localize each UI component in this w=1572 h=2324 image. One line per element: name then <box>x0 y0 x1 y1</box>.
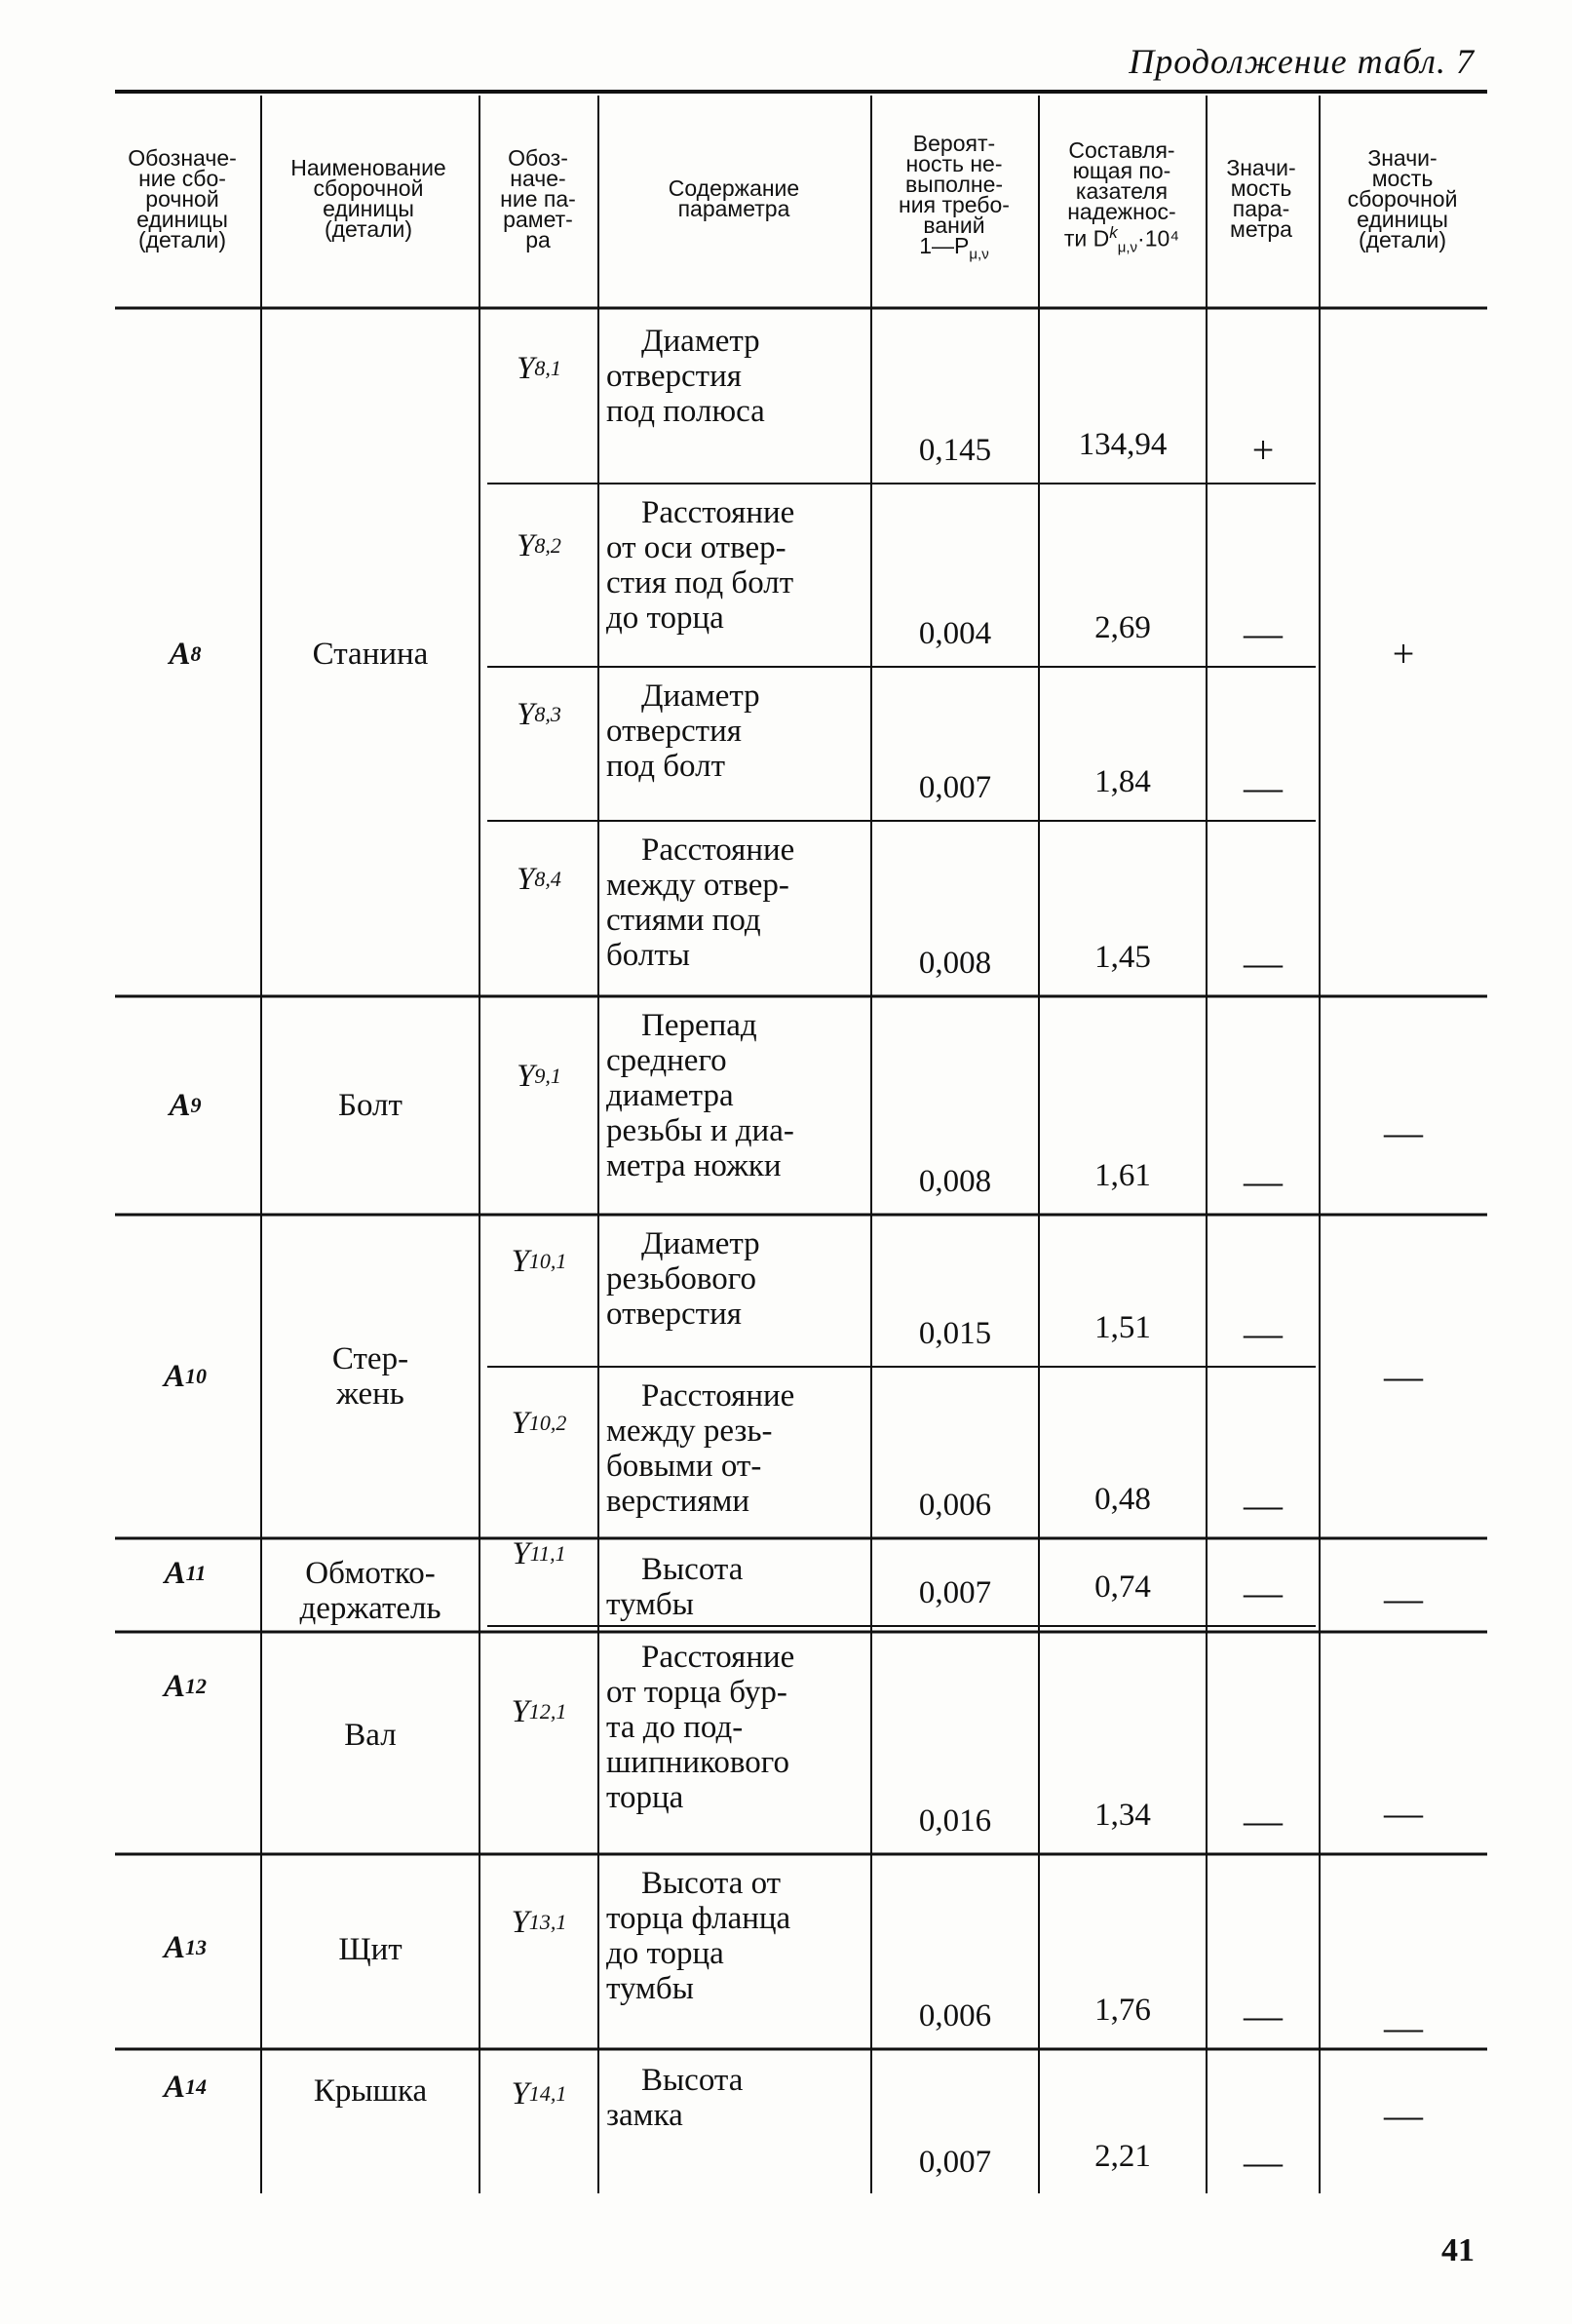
probability-value: 0,145 <box>918 433 992 468</box>
param-symbol: Y <box>517 1059 535 1094</box>
param-significance: — <box>1244 1483 1283 1527</box>
header-component-tail: ·10⁴ <box>1137 225 1180 252</box>
unit-name: Обмотко- держатель <box>299 1556 441 1626</box>
param-subscript: 8,1 <box>534 356 561 380</box>
param-significance: — <box>1244 765 1283 809</box>
unit-significance: + <box>1392 632 1415 676</box>
header-param-significance: Значи- мость пара- метра <box>1226 155 1296 242</box>
header-component: Составля- ющая по- казателя надежнос- ти $D^k_{\mu,\nu}\cdot 10^4$ <box>1063 136 1180 256</box>
unit-designation: A 14 <box>163 2070 207 2105</box>
unit-significance: — <box>1384 1791 1423 1835</box>
param-significance: + <box>1251 428 1275 472</box>
param-content-rest: отверстия под полюса <box>606 359 765 429</box>
component-value: 2,21 <box>1094 2139 1151 2174</box>
param-symbol: Y <box>511 2076 529 2111</box>
param-designation <box>483 1601 594 1823</box>
param-designation <box>483 2024 594 2164</box>
component-value: 1,61 <box>1094 1158 1151 1193</box>
param-symbol: Y <box>517 697 535 732</box>
unit-designation-sub: 13 <box>185 1935 207 1959</box>
param-symbol: Y <box>511 1905 529 1940</box>
param-symbol: Y <box>511 1694 529 1729</box>
param-significance: — <box>1244 2140 1283 2184</box>
unit-name: Щит <box>338 1932 403 1967</box>
unit-designation: A 13 <box>163 1930 207 1965</box>
param-designation <box>483 639 594 790</box>
unit-name: Стер- жень <box>331 1341 409 1412</box>
unit-name: Вал <box>344 1718 397 1753</box>
probability-value: 0,007 <box>918 1575 992 1610</box>
param-content <box>600 1640 867 1850</box>
param-content <box>600 1008 867 1211</box>
header-param-designation: Обоз- наче- ние па- рамет- ра <box>500 144 576 252</box>
header-param-content: Содержание параметра <box>668 175 800 221</box>
page-number: 41 <box>1441 2232 1475 2268</box>
component-value: 2,69 <box>1094 610 1151 645</box>
param-significance: — <box>1244 1799 1283 1842</box>
header-unit-significance: Значи- мость сборочной единицы (детали) <box>1347 144 1458 252</box>
param-designation <box>483 1827 594 2018</box>
param-significance: — <box>1244 1311 1283 1355</box>
unit-designation-sub: 14 <box>185 2074 207 2099</box>
param-designation <box>483 1513 594 1595</box>
param-content-rest: торца фланца до торца тумбы <box>606 1901 791 2006</box>
param-content <box>600 1378 867 1534</box>
unit-designation-sub: 9 <box>190 1093 202 1117</box>
component-value: 1,45 <box>1094 940 1151 975</box>
param-symbol: Y <box>512 1536 530 1571</box>
header-component-sub: μ,ν <box>1117 239 1138 256</box>
component-value: 1,76 <box>1094 1993 1151 2028</box>
unit-name: Станина <box>312 637 429 672</box>
param-content-rest: замка <box>606 2098 683 2133</box>
unit-significance: — <box>1384 1576 1423 1620</box>
probability-value: 0,006 <box>918 1488 992 1523</box>
probability-value: 0,004 <box>918 616 992 651</box>
param-subscript: 12,1 <box>528 1699 567 1724</box>
probability-value: 0,016 <box>918 1803 992 1839</box>
probability-value: 0,008 <box>918 946 992 981</box>
unit-significance: — <box>1384 2093 1423 2137</box>
param-subscript: 8,4 <box>534 867 561 891</box>
param-content-first-line: Высота <box>641 1552 744 1587</box>
param-designation <box>483 456 594 636</box>
param-content-rest: от торца бур- та до под- шипникового торца <box>606 1675 789 1815</box>
header-component-sup: k <box>1109 222 1118 242</box>
param-designation <box>483 1339 594 1507</box>
param-designation <box>483 1187 594 1336</box>
param-significance: — <box>1244 1994 1283 2037</box>
param-content-rest: от оси отвер- стия под болт до торца <box>606 530 794 636</box>
param-content <box>600 1552 867 1622</box>
param-content-rest: между отвер- стиями под болты <box>606 868 789 973</box>
unit-designation-sub: 12 <box>185 1674 207 1698</box>
component-value: 1,51 <box>1094 1310 1151 1345</box>
param-symbol: Y <box>517 351 535 386</box>
component-value: 0,74 <box>1094 1569 1151 1605</box>
component-value: 134,94 <box>1078 427 1168 462</box>
param-content-first-line: Высота <box>641 2063 744 2098</box>
component-value: 1,84 <box>1094 764 1151 799</box>
param-significance: — <box>1244 941 1283 985</box>
unit-designation-sub: 8 <box>190 641 202 666</box>
param-content-rest: среднего диаметра резьбы и диа- метра ножки <box>606 1043 794 1183</box>
param-content-first-line: Расстояние <box>641 833 795 868</box>
param-significance: — <box>1244 1570 1283 1614</box>
param-subscript: 8,2 <box>534 533 561 558</box>
probability-value: 0,015 <box>918 1316 992 1351</box>
component-value: 1,34 <box>1094 1798 1151 1833</box>
unit-designation-sub: 11 <box>185 1561 207 1585</box>
param-content <box>600 324 867 480</box>
param-content <box>600 678 867 817</box>
param-subscript: 10,2 <box>528 1411 567 1435</box>
param-content-first-line: Перепад <box>641 1008 757 1043</box>
param-content-first-line: Диаметр <box>641 678 760 714</box>
param-designation <box>483 969 594 1183</box>
param-content-first-line: Диаметр <box>641 324 760 359</box>
unit-designation: A 8 <box>169 637 202 672</box>
header-probability: Вероят- ность не- выполне- ния требо- ваний $1—P_{\mu,\nu}$ <box>899 130 1010 263</box>
param-content-first-line: Высота от <box>641 1866 782 1901</box>
probability-value: 0,007 <box>918 2145 992 2180</box>
probability-value: 0,006 <box>918 1998 992 2034</box>
table-caption: Продолжение табл. 7 <box>1129 42 1475 81</box>
probability-value: 0,007 <box>918 770 992 805</box>
param-symbol: Y <box>517 528 535 563</box>
unit-designation: A 9 <box>169 1088 202 1123</box>
unit-designation: A 11 <box>164 1556 207 1591</box>
unit-designation-sub: 10 <box>185 1364 207 1388</box>
param-content-rest: между резь- бовыми от- верстиями <box>606 1414 773 1519</box>
param-content-first-line: Расстояние <box>641 1640 795 1675</box>
param-content-first-line: Расстояние <box>641 1378 795 1414</box>
unit-significance: — <box>1384 1354 1423 1398</box>
param-subscript: 8,3 <box>534 702 561 726</box>
param-subscript: 13,1 <box>528 1910 567 1934</box>
param-subscript: 10,1 <box>528 1249 567 1273</box>
param-subscript: 14,1 <box>528 2081 567 2106</box>
param-content <box>600 1866 867 2045</box>
param-content <box>600 833 867 992</box>
param-content <box>600 495 867 663</box>
unit-designation: A 12 <box>163 1669 207 1704</box>
unit-name: Крышка <box>313 2073 428 2109</box>
param-subscript: 11,1 <box>529 1541 566 1566</box>
param-symbol: Y <box>517 862 535 897</box>
param-significance: — <box>1244 1159 1283 1203</box>
header-unit-designation: Обозначе- ние сбо- рочной единицы (детали) <box>128 144 237 252</box>
param-symbol: Y <box>511 1244 529 1279</box>
param-symbol: Y <box>511 1406 529 1441</box>
param-designation <box>483 794 594 965</box>
param-content-rest: тумбы <box>606 1587 694 1622</box>
unit-significance: — <box>1384 1110 1423 1154</box>
unit-significance: — <box>1384 2005 1423 2049</box>
param-content-first-line: Диаметр <box>641 1226 760 1261</box>
param-content <box>600 2063 867 2191</box>
unit-designation: A 10 <box>163 1359 207 1394</box>
param-designation <box>483 285 594 452</box>
header-probability-sub: μ,ν <box>969 246 989 263</box>
param-content-rest: отверстия под болт <box>606 714 742 784</box>
param-content-first-line: Расстояние <box>641 495 795 530</box>
param-content <box>600 1226 867 1363</box>
probability-value: 0,008 <box>918 1164 992 1199</box>
param-subscript: 9,1 <box>534 1064 561 1088</box>
header-unit-name: Наименование сборочной единицы (детали) <box>290 155 446 242</box>
param-significance: — <box>1244 611 1283 655</box>
unit-name: Болт <box>338 1088 403 1123</box>
component-value: 0,48 <box>1094 1482 1151 1517</box>
param-content-rest: резьбового отверстия <box>606 1261 756 1332</box>
